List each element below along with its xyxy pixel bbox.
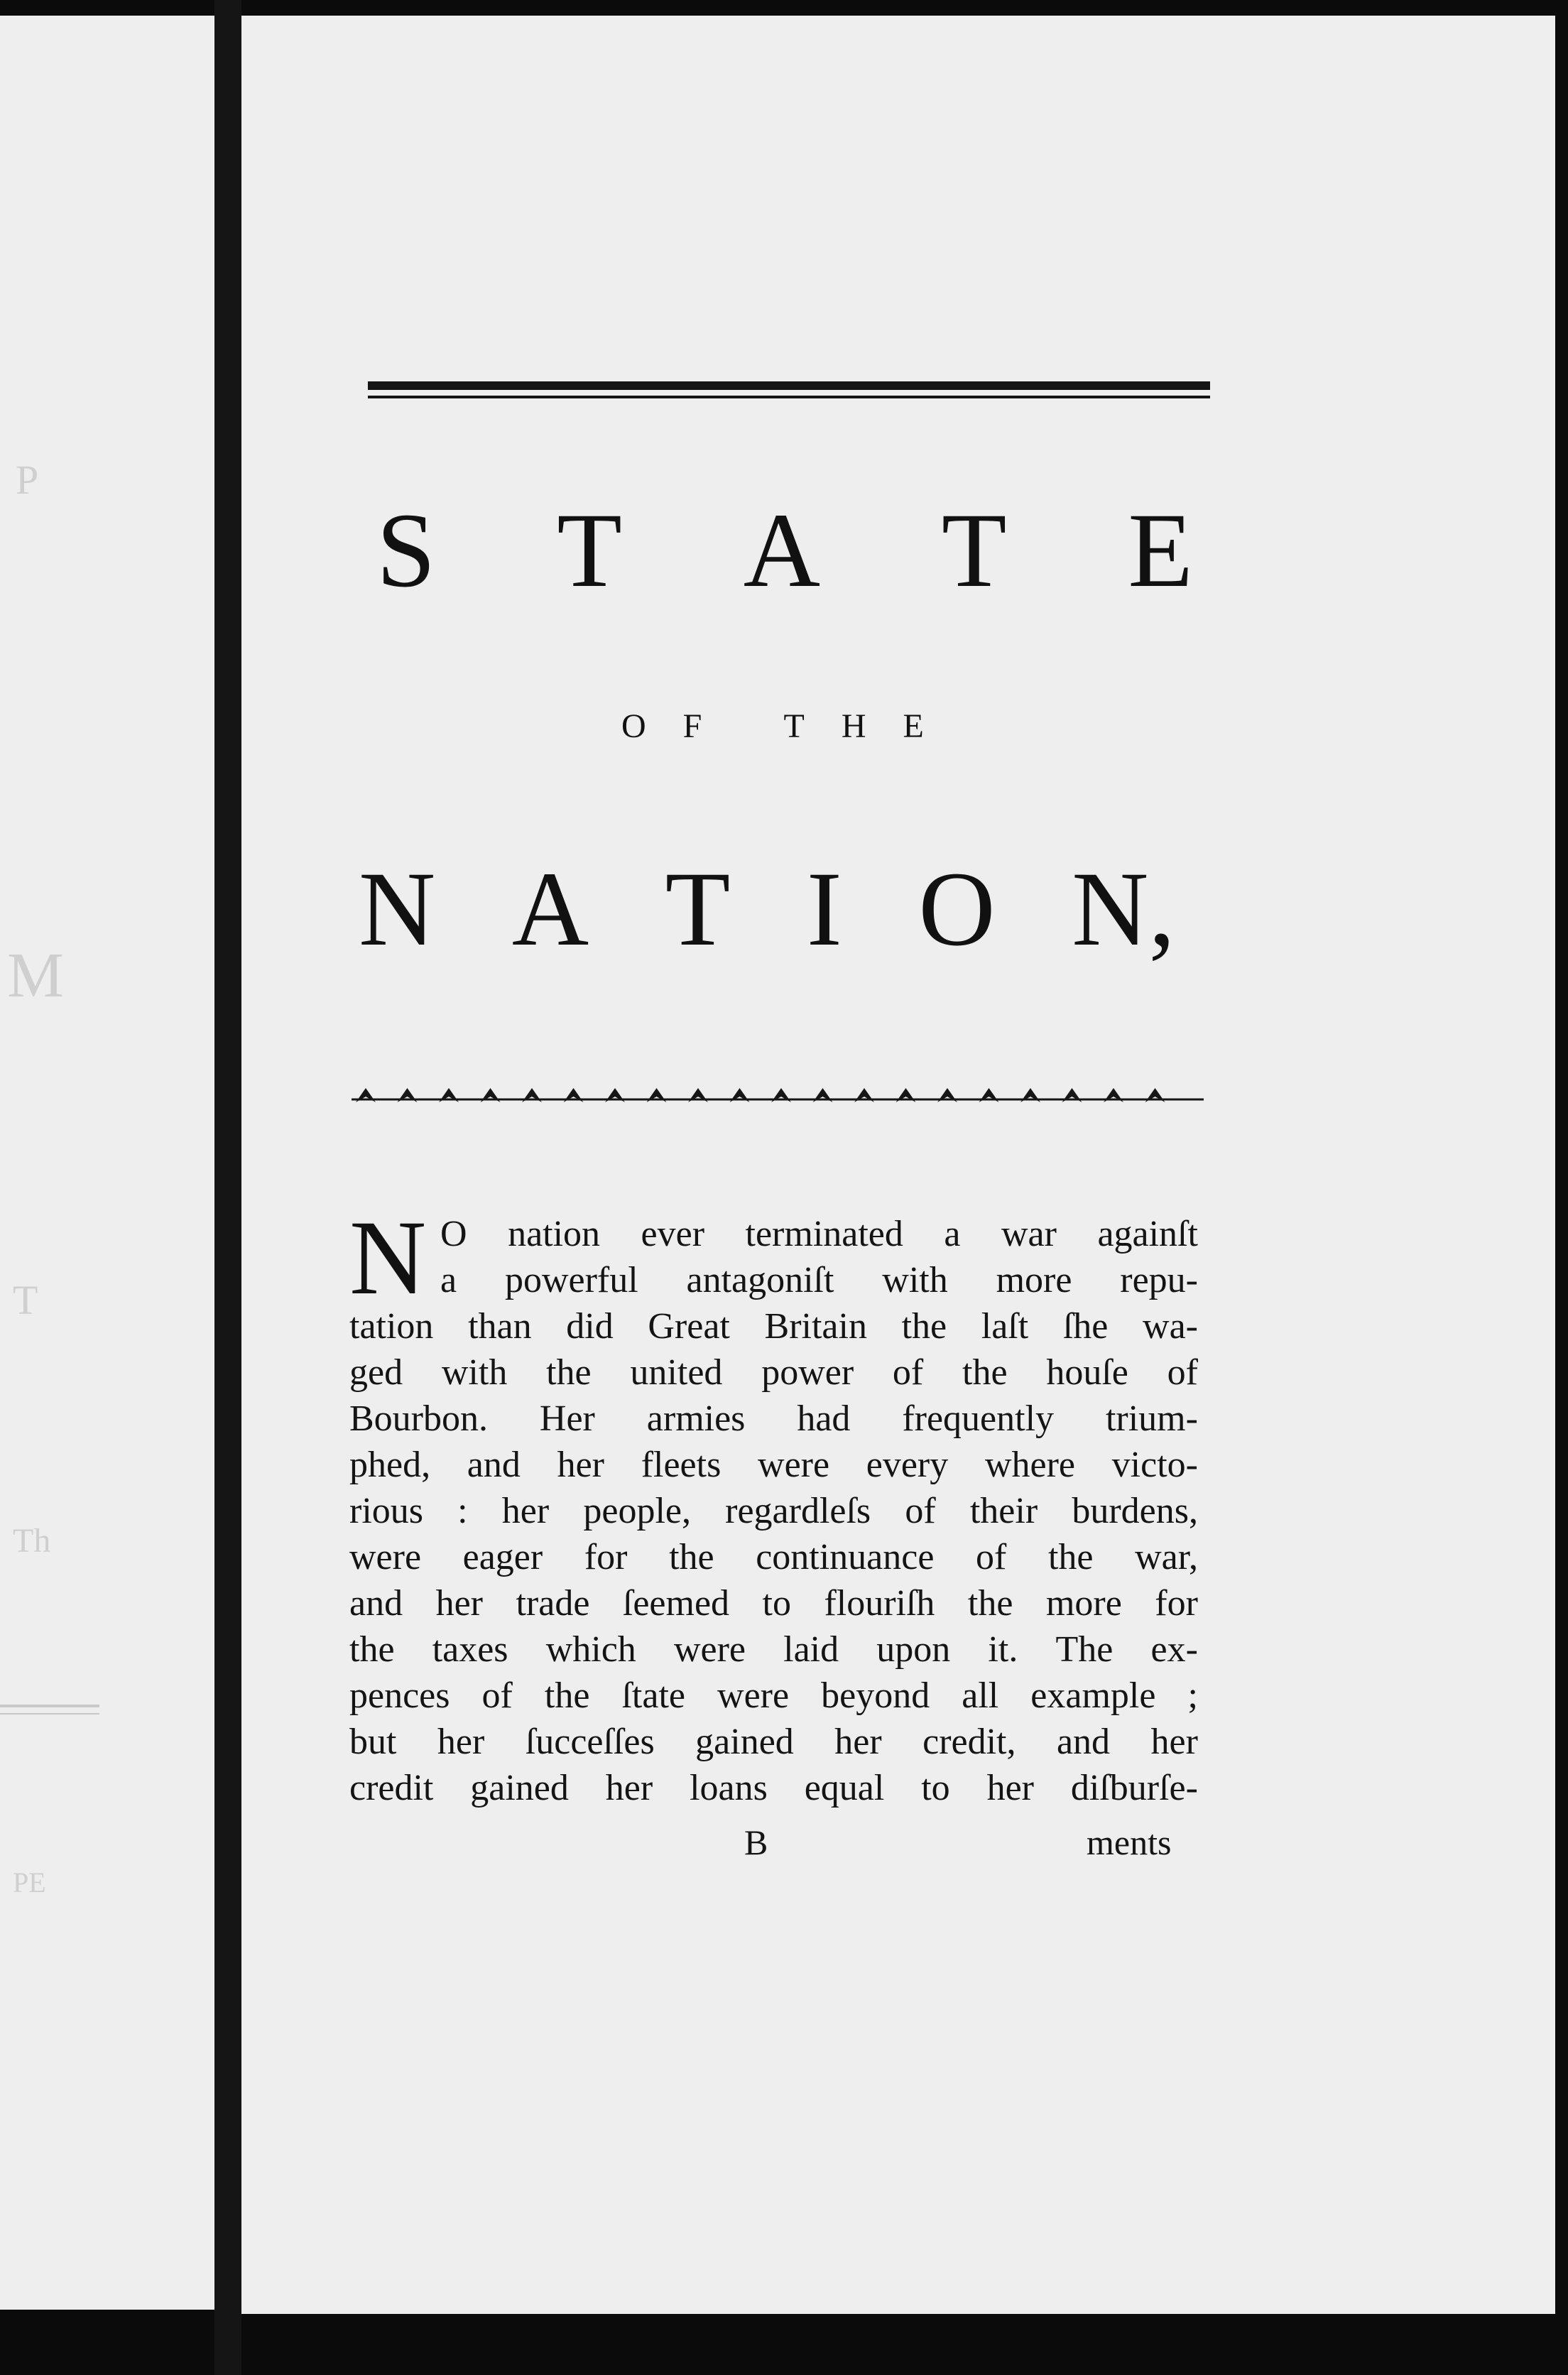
word: her <box>1150 1722 1198 1762</box>
word: her <box>437 1722 485 1762</box>
title-state <box>376 491 1193 609</box>
word: phed, <box>349 1445 431 1485</box>
text-line <box>349 1257 1198 1303</box>
word: loans <box>690 1768 768 1808</box>
word: armies <box>646 1398 746 1439</box>
word: her <box>986 1768 1034 1808</box>
word: tation <box>349 1306 434 1347</box>
left-page-fragment: M <box>7 940 65 1011</box>
word: ſeemed <box>622 1583 730 1624</box>
title-letter: I <box>806 850 842 968</box>
word: war <box>1001 1214 1057 1254</box>
text-line <box>349 1580 1198 1626</box>
word: her <box>834 1722 882 1762</box>
word: the <box>901 1306 947 1347</box>
catchword: ments <box>1087 1822 1172 1862</box>
left-page-edge <box>0 16 214 2310</box>
word: every <box>866 1445 949 1485</box>
word: her <box>557 1445 604 1485</box>
word: her <box>435 1583 483 1624</box>
word: the <box>669 1537 714 1577</box>
word: ex- <box>1150 1629 1198 1670</box>
word: Bourbon. <box>349 1398 488 1439</box>
word: which <box>545 1629 636 1670</box>
word: and <box>349 1583 403 1624</box>
word: victo- <box>1111 1445 1198 1485</box>
title-letter: N <box>359 850 436 968</box>
left-page-fragment: PE <box>13 1866 46 1898</box>
word: did <box>566 1306 614 1347</box>
word: the <box>349 1629 395 1670</box>
word: Her <box>539 1398 595 1439</box>
word: eager <box>462 1537 543 1577</box>
text-line <box>349 1488 1198 1534</box>
drop-cap: N <box>349 1199 427 1317</box>
left-page-rule <box>0 1713 99 1714</box>
title-letter: T <box>941 491 1007 609</box>
left-page-fragment: Th <box>13 1522 51 1560</box>
book-gutter <box>214 0 241 2375</box>
left-page-rule <box>0 1705 99 1707</box>
title-letter: T <box>557 491 622 609</box>
word: a <box>440 1260 457 1300</box>
decorative-ornament-band <box>352 1081 1204 1116</box>
word: againſt <box>1097 1214 1198 1254</box>
word: and <box>1056 1722 1111 1762</box>
word: were <box>349 1537 422 1577</box>
word: with <box>441 1352 508 1393</box>
word: it. <box>988 1629 1018 1670</box>
word: laſt <box>981 1306 1029 1347</box>
word: beyond <box>821 1675 930 1716</box>
word: were <box>758 1445 830 1485</box>
title-letter: S <box>376 491 436 609</box>
text-line <box>349 1211 1198 1257</box>
word: burdens, <box>1072 1491 1198 1531</box>
word: ; <box>1187 1675 1198 1716</box>
text-line <box>349 1534 1198 1580</box>
title-letter: O <box>918 850 996 968</box>
text-line <box>349 1349 1198 1396</box>
word: a <box>944 1214 961 1254</box>
word: had <box>797 1398 851 1439</box>
right-page <box>241 16 1555 2314</box>
word: war, <box>1135 1537 1198 1577</box>
word: powerful <box>504 1260 638 1300</box>
word: frequently <box>902 1398 1055 1439</box>
word: continuance <box>756 1537 935 1577</box>
title-letter: E <box>1128 491 1193 609</box>
word: repu- <box>1120 1260 1198 1300</box>
text-line <box>349 1303 1198 1349</box>
title-of-the: OF THE <box>621 707 961 745</box>
text-line <box>349 1442 1198 1488</box>
word: The <box>1055 1629 1114 1670</box>
word: to <box>921 1768 950 1808</box>
word: regardleſs <box>725 1491 871 1531</box>
body-lines <box>349 1199 1198 1811</box>
word: power <box>761 1352 854 1393</box>
title-letter: T <box>665 850 731 968</box>
word: houſe <box>1046 1352 1128 1393</box>
word: equal <box>804 1768 885 1808</box>
word: to <box>762 1583 791 1624</box>
word: gained <box>695 1722 794 1762</box>
word: more <box>996 1260 1072 1300</box>
text-line <box>349 1626 1198 1673</box>
word: taxes <box>432 1629 508 1670</box>
word: of <box>1167 1352 1198 1393</box>
word: diſburſe- <box>1070 1768 1198 1808</box>
word: antagoniſt <box>686 1260 834 1300</box>
word: ſhe <box>1062 1306 1109 1347</box>
word: laid <box>783 1629 839 1670</box>
left-page-fragment: T <box>13 1277 38 1323</box>
text-line <box>349 1765 1198 1811</box>
word: rious <box>349 1491 423 1531</box>
top-double-rule-thin <box>368 396 1210 398</box>
word: their <box>969 1491 1038 1531</box>
word: credit <box>349 1768 434 1808</box>
word: of <box>892 1352 924 1393</box>
word: ſtate <box>621 1675 685 1716</box>
title-letter: N, <box>1072 850 1175 968</box>
word: terminated <box>745 1214 903 1254</box>
text-line <box>349 1719 1198 1765</box>
word: were <box>673 1629 746 1670</box>
word: gained <box>470 1768 569 1808</box>
body-paragraph <box>349 1199 1198 1811</box>
word: trade <box>516 1583 590 1624</box>
word: trium- <box>1105 1398 1198 1439</box>
text-line <box>349 1673 1198 1719</box>
left-page-fragment: P <box>16 457 39 503</box>
word: all <box>962 1675 999 1716</box>
word: upon <box>876 1629 951 1670</box>
word: O <box>440 1214 467 1254</box>
word: than <box>468 1306 532 1347</box>
word: ſucceſſes <box>525 1722 655 1762</box>
word: ever <box>641 1214 705 1254</box>
title-letter: A <box>743 491 821 609</box>
word: : <box>457 1491 468 1531</box>
word: for <box>584 1537 628 1577</box>
word: of <box>481 1675 513 1716</box>
word: more <box>1045 1583 1122 1624</box>
title-nation <box>359 850 1175 968</box>
word: example <box>1030 1675 1156 1716</box>
word: of <box>976 1537 1007 1577</box>
word: her <box>605 1768 653 1808</box>
word: with <box>882 1260 948 1300</box>
word: united <box>630 1352 723 1393</box>
word: ged <box>349 1352 403 1393</box>
word: where <box>984 1445 1075 1485</box>
word: Great <box>648 1306 730 1347</box>
word: the <box>1047 1537 1094 1577</box>
word: nation <box>508 1214 601 1254</box>
word: and <box>467 1445 521 1485</box>
word: fleets <box>641 1445 722 1485</box>
word: were <box>717 1675 790 1716</box>
text-line <box>349 1396 1198 1442</box>
word: the <box>962 1352 1008 1393</box>
word: credit, <box>922 1722 1016 1762</box>
word: for <box>1155 1583 1198 1624</box>
word: the <box>544 1675 590 1716</box>
word: the <box>546 1352 592 1393</box>
word: wa- <box>1143 1306 1198 1347</box>
word: her <box>501 1491 550 1531</box>
top-double-rule-thick <box>368 381 1210 390</box>
signature-mark: B <box>744 1822 768 1862</box>
title-letter: A <box>511 850 589 968</box>
word: but <box>349 1722 397 1762</box>
word: flouriſh <box>824 1583 935 1624</box>
word: pences <box>349 1675 450 1716</box>
word: Britain <box>764 1306 867 1347</box>
word: the <box>967 1583 1013 1624</box>
word: people, <box>583 1491 691 1531</box>
word: of <box>905 1491 936 1531</box>
